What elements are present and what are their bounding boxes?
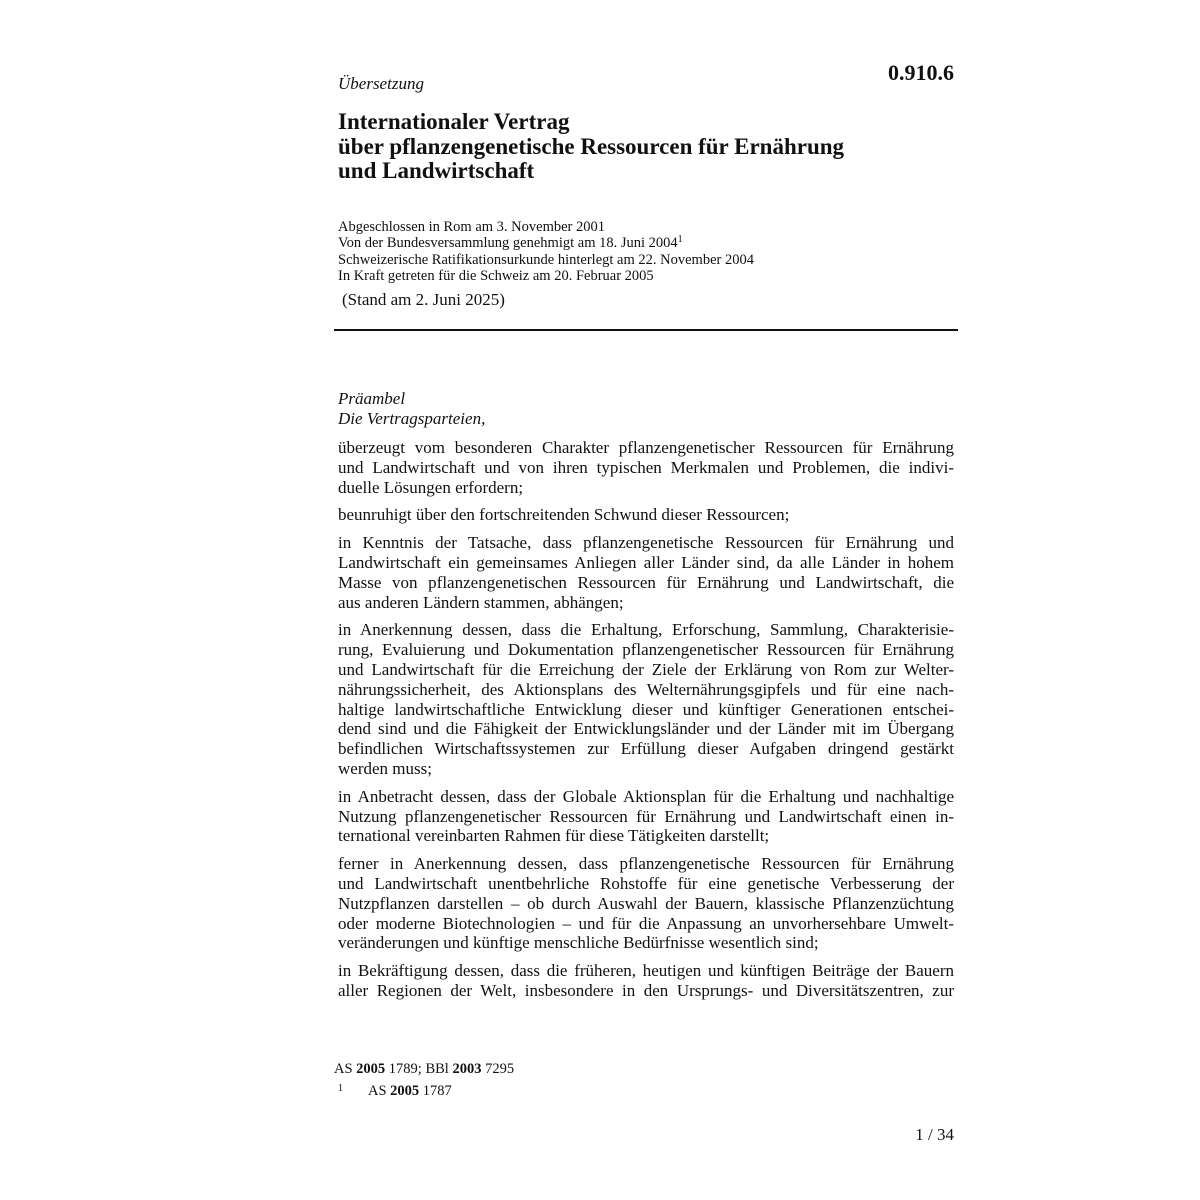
paragraph-line: duelle Lösungen erfordern; [338,477,524,497]
approval-date: Von der Bundesversammlung genehmigt am 18. Juni 2004 [338,235,678,252]
title-line: Internationaler Vertrag [338,109,570,134]
paragraph-line: überzeugt vom besonderen Charakter pflanzengenetischer Ressourcen für Ernährung [338,438,954,457]
preamble-paragraph [338,854,954,953]
paragraph-line: und Landwirtschaft für die Erreichung der Ziele der Erklärung von Rom zur Welter- [338,659,954,679]
ratification-date: Schweizerische Ratifikationsurkunde hinterlegt am 22. November 2004 [338,251,754,268]
parties-heading: Die Vertragsparteien, [338,408,486,428]
status-date: (Stand am 2. Juni 2025) [342,290,505,309]
footnote-year: 2005 [390,1083,420,1099]
preamble-paragraph [338,787,954,846]
document-number: 0.910.6 [888,60,954,85]
preamble-heading: Präambel [338,389,406,408]
bbl-page: 7295 [485,1061,515,1077]
footnote-reference[interactable]: 1 [677,234,683,246]
paragraph-line: Masse von pflanzengenetischen Ressourcen für Ernährung und Landwirtschaft, die [338,572,954,592]
footnote-mark: 1 [338,1083,343,1094]
source-year: 2005 [356,1061,386,1077]
footnotes [334,1059,514,1101]
paragraph-line: haltige landwirtschaftliche Entwicklung dieser und künftiger Generationen entschei- [338,699,954,719]
footnote-1 [334,1079,514,1101]
paragraph-line: in Anerkennung dessen, dass die Erhaltung, Erforschung, Sammlung, Charakterisie- [338,620,954,640]
paragraph-line: veränderungen und künftige menschliche Bedürfnisse wesentlich sind; [338,933,819,953]
paragraph-line: ternational vereinbarten Rahmen für diese Tätigkeiten darstellt; [338,826,770,846]
paragraph-line: in Anbetracht dessen, dass der Globale Aktionsplan für die Erhaltung und nachhaltige [338,786,954,806]
source-prefix: AS [334,1061,353,1077]
paragraph-line: dend sind und die Fähigkeit der Entwicklungsländer und der Länder mit im Übergang [338,719,954,739]
preamble-heading-block [338,389,954,428]
preamble-paragraph [338,505,954,525]
title-line: über pflanzengenetische Ressourcen für Ernährung [338,133,845,159]
paragraph-line: und Landwirtschaft und von ihren typischen Merkmalen und Problemen, die indivi- [338,457,954,477]
header-divider [334,329,958,331]
paragraph-line: aus anderen Ländern stammen, abhängen; [338,592,624,612]
concluded-date: Abgeschlossen in Rom am 3. November 2001 [338,219,606,235]
in-force-date: In Kraft getreten für die Schweiz am 20. Februar 2005 [338,268,654,285]
paragraph-line: befindlichen Wirtschaftssystemen zur Erfüllung dieser Aufgaben dringend gestärkt [338,739,954,759]
preamble-paragraph [338,438,954,497]
paragraph-line: rung, Evaluierung und Dokumentation pflanzengenetischer Ressourcen für Ernährung [338,640,954,660]
paragraph-line: in Kenntnis der Tatsache, dass pflanzengenetische Ressourcen für Ernährung und [338,533,954,553]
footnote-page: 1787 [422,1083,452,1099]
source-reference [334,1059,514,1079]
translation-label: Übersetzung [338,74,424,93]
title-line: und Landwirtschaft [338,158,535,183]
paragraph-line: nährungssicherheit, des Aktionsplans des Welternährungsgipfels und für eine nach- [338,679,954,699]
footnote-prefix: AS [368,1083,387,1099]
paragraph-line: werden muss; [338,758,432,778]
preamble-paragraph [338,533,954,612]
document-title [338,110,958,184]
paragraph-line: Landwirtschaft ein gemeinsames Anliegen aller Länder sind, da alle Länder in hohem [338,552,954,572]
treaty-metadata [338,219,754,285]
approval-date-line [338,235,754,251]
preamble-body [338,438,954,1009]
source-page: 1789; BBl [388,1061,449,1077]
preamble-paragraph [338,961,954,1001]
paragraph-line: Nutzung pflanzengenetischer Ressourcen für Ernährung und Landwirtschaft einen in- [338,806,954,826]
bbl-year: 2003 [452,1061,482,1077]
paragraph-line: Nutzpflanzen darstellen – ob durch Auswahl der Bauern, klassische Pflanzenzüchtung [338,893,954,913]
paragraph-line: aller Regionen der Welt, insbesondere in den Ursprungs- und Diversitätszentren, zur [338,980,954,1000]
paragraph-line: ferner in Anerkennung dessen, dass pflanzengenetische Ressourcen für Ernährung [338,854,954,874]
paragraph-line: oder moderne Biotechnologien – und für die Anpassung an unvorhersehbare Umwelt- [338,913,954,933]
page-number: 1 / 34 [915,1125,954,1144]
paragraph-line: in Bekräftigung dessen, dass die früheren, heutigen und künftigen Beiträge der Bauern [338,961,954,981]
paragraph-line: und Landwirtschaft unentbehrliche Rohstoffe für eine genetische Verbesserung der [338,873,954,893]
preamble-paragraph [338,620,954,778]
paragraph-line: beunruhigt über den fortschreitenden Schwund dieser Ressourcen; [338,505,790,525]
